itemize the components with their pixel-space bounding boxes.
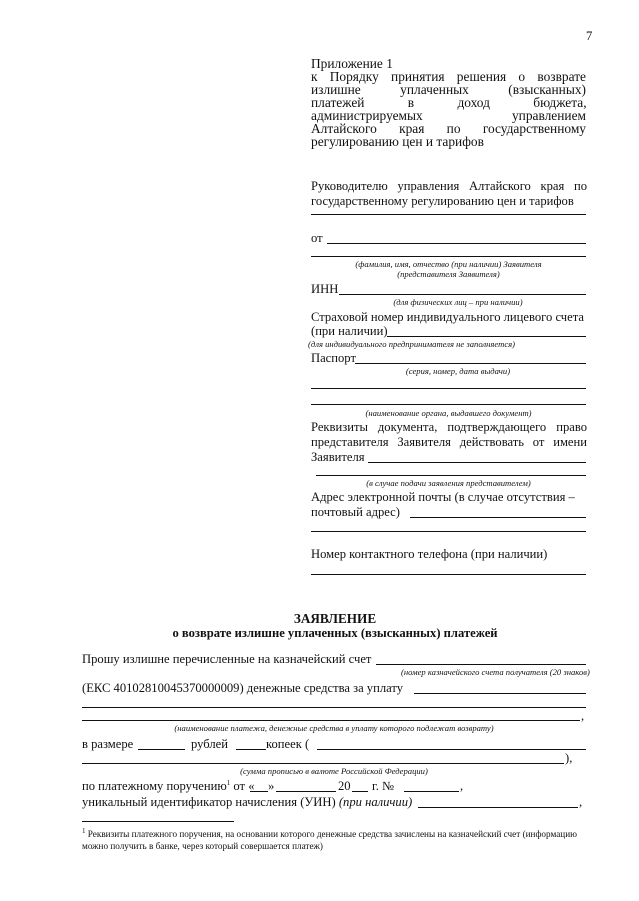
order-from: от « bbox=[233, 779, 255, 793]
fill-line bbox=[311, 214, 586, 215]
fill-line bbox=[82, 707, 586, 708]
statement-subtitle: о возврате излишне уплаченных (взысканных) платежей bbox=[172, 626, 498, 640]
rep-text: представителя Заявителя действовать от имени bbox=[311, 435, 587, 449]
footnote-ref: 1 bbox=[226, 778, 231, 787]
appendix-line: Алтайского края по государственному bbox=[311, 121, 586, 136]
rep-caption: (в случае подачи заявления представителем) bbox=[366, 478, 531, 488]
order-year-field bbox=[352, 791, 368, 792]
from-label: от bbox=[311, 231, 323, 245]
rep-text: Заявителя bbox=[311, 450, 365, 464]
rubles-label: рублей bbox=[191, 737, 228, 751]
payment-caption: (наименование платежа, денежные средства в уплату которого подлежат возврату) bbox=[174, 723, 494, 733]
uin-optional: (при наличии) bbox=[338, 795, 413, 809]
passport-caption: (серия, номер, дата выдачи) bbox=[405, 366, 511, 376]
appendix-line: администрируемых управлением bbox=[311, 108, 586, 123]
email-label: почтовый адрес) bbox=[311, 505, 400, 519]
uin-label bbox=[82, 796, 412, 809]
appendix-title: Приложение 1 bbox=[311, 56, 393, 71]
email-label: Адрес электронной почты (в случае отсутствия – bbox=[311, 490, 575, 504]
fill-line bbox=[316, 475, 586, 476]
words-caption: (сумма прописью в валюте Российской Федерации) bbox=[240, 766, 428, 776]
fill-line bbox=[311, 388, 586, 389]
footnote-separator bbox=[82, 821, 234, 822]
order-number-label: г. № bbox=[372, 779, 395, 793]
snils-caption: (для индивидуального предпринимателя не заполняется) bbox=[308, 339, 516, 349]
appendix-line: регулированию цен и тарифов bbox=[311, 134, 484, 149]
appendix-line: излишне уплаченных (взысканных) bbox=[311, 82, 586, 97]
request-text: Прошу излишне перечисленные на казначейский счет bbox=[82, 652, 372, 666]
kopecks-label: копеек ( bbox=[266, 737, 310, 751]
snils-field bbox=[387, 336, 586, 337]
account-caption: (номер казначейского счета получателя (20 знаков) bbox=[401, 667, 590, 677]
amount-end: ), bbox=[565, 751, 573, 765]
footnote bbox=[82, 828, 588, 852]
addressee-line: Руководителю управления Алтайского края по bbox=[311, 179, 587, 193]
fill-line bbox=[311, 404, 586, 405]
from-field bbox=[327, 243, 586, 244]
order-day-field bbox=[250, 791, 268, 792]
inn-caption: (для физических лиц – при наличии) bbox=[393, 297, 523, 307]
comma: , bbox=[581, 709, 585, 723]
snils-label: (при наличии) bbox=[311, 324, 388, 338]
uin-field bbox=[418, 807, 578, 808]
order-text: по платежному поручению bbox=[82, 779, 227, 793]
fill-line bbox=[311, 531, 586, 532]
amount-label: в размере bbox=[82, 737, 134, 751]
phone-label: Номер контактного телефона (при наличии) bbox=[311, 547, 548, 561]
appendix-line: платежей в доход бюджета, bbox=[311, 95, 587, 110]
rep-field bbox=[368, 462, 586, 463]
uin-text: уникальный идентификатор начисления (УИН) bbox=[82, 795, 336, 809]
appendix-line: к Порядку принятия решения о возврате bbox=[311, 69, 586, 84]
order-number-field bbox=[404, 791, 459, 792]
fio-caption: (фамилия, имя, отчество (при наличии) Заявителя bbox=[355, 259, 542, 269]
kopecks-field bbox=[236, 749, 266, 750]
fill-line bbox=[82, 720, 580, 721]
rubles-field bbox=[138, 749, 185, 750]
addressee-line: государственному регулированию цен и тарифов bbox=[311, 194, 574, 208]
inn-field bbox=[339, 294, 586, 295]
payment-field bbox=[414, 693, 586, 694]
authority-caption: (наименование органа, выдавшего документ) bbox=[365, 408, 532, 418]
page-number: 7 bbox=[586, 29, 593, 43]
amount-words-field bbox=[317, 749, 586, 750]
footnote-mark: 1 bbox=[82, 826, 86, 835]
amount-words-field bbox=[82, 763, 564, 764]
passport-field bbox=[355, 363, 586, 364]
inn-label: ИНН bbox=[311, 282, 339, 296]
passport-label: Паспорт bbox=[311, 351, 356, 365]
order-quote: » bbox=[268, 779, 275, 793]
eks-text: (ЕКС 40102810045370000009) денежные средства за уплату bbox=[82, 681, 404, 695]
fio-caption: (представителя Заявителя) bbox=[397, 269, 500, 279]
comma: , bbox=[579, 795, 583, 809]
email-field bbox=[410, 517, 586, 518]
order-year: 20 bbox=[338, 779, 351, 793]
comma: , bbox=[460, 779, 464, 793]
order-month-field bbox=[276, 791, 336, 792]
statement-title: ЗАЯВЛЕНИЕ bbox=[293, 611, 377, 626]
fill-line bbox=[311, 256, 586, 257]
account-field bbox=[376, 664, 586, 665]
footnote-text: Реквизиты платежного поручения, на основании которого денежные средства зачислены на казначейский счет (информацию можно получить в банке, через который совершается платеж) bbox=[82, 829, 577, 851]
snils-label: Страховой номер индивидуального лицевого счета bbox=[311, 310, 584, 324]
phone-field bbox=[311, 574, 586, 575]
order-label bbox=[82, 780, 255, 793]
rep-text: Реквизиты документа, подтверждающего право bbox=[311, 420, 587, 434]
